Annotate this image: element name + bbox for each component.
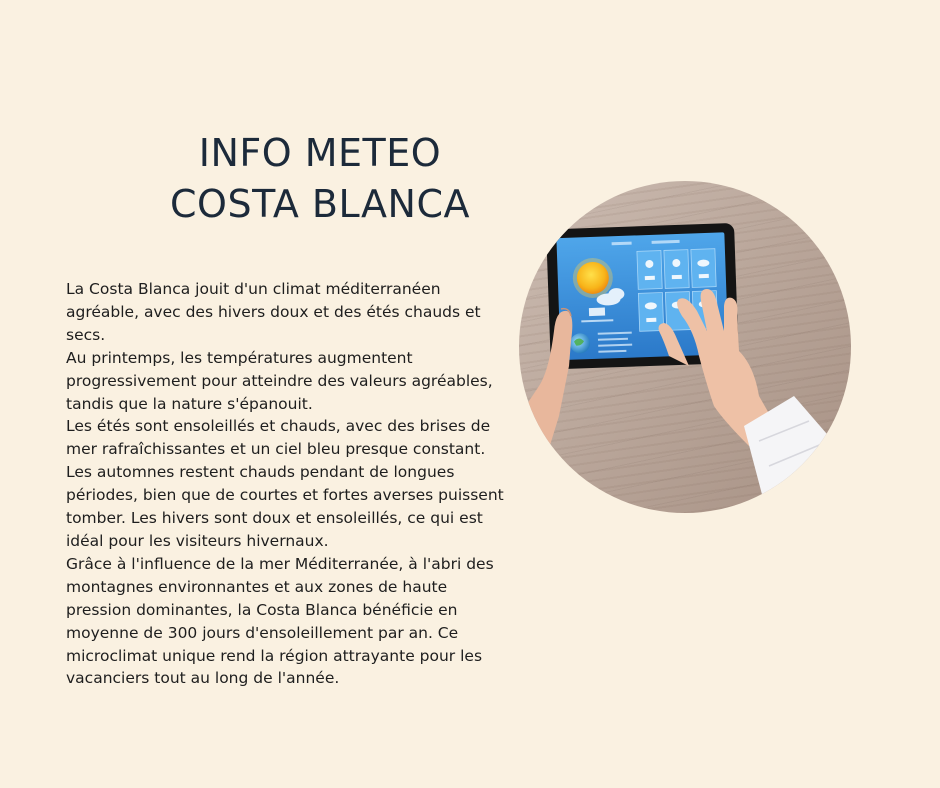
paragraph-intro: La Costa Blanca jouit d'un climat méditerranéen agréable, avec des hivers doux et des étés chauds et secs. (66, 280, 481, 344)
right-hand (659, 289, 851, 513)
paragraph-spring: Au printemps, les températures augmentent progressivement pour atteindre des valeurs agréables, tandis que la nature s'épanouit. (66, 348, 493, 413)
title-line-1: INFO METEO (198, 131, 442, 175)
climate-description (66, 278, 514, 690)
left-hand (519, 309, 572, 513)
paragraph-summer: Les étés sont ensoleillés et chauds, avec des brises de mer rafraîchissantes et un ciel bleu presque constant. (66, 417, 491, 459)
tablet-illustration (519, 181, 851, 513)
title-line-2: COSTA BLANCA (170, 182, 470, 226)
paragraph-sunshine: Grâce à l'influence de la mer Méditerranée, à l'abri des montagnes environnantes et aux zones de haute pression dominantes, la Costa Blanca bénéficie en moyenne de 300 jours d'ensoleillement par an. Ce microclimat unique rend la région attrayante pour les vacanciers tout au long de l'année. (66, 554, 494, 688)
paragraph-autumn-winter: Les automnes restent chauds pendant de longues périodes, bien que de courtes et fortes averses puissent tomber. Les hivers sont doux et ensoleillés, ce qui est idéal pour les visiteurs hivernaux. (66, 463, 504, 550)
weather-tablet-photo (519, 181, 851, 513)
page-title (110, 128, 530, 230)
